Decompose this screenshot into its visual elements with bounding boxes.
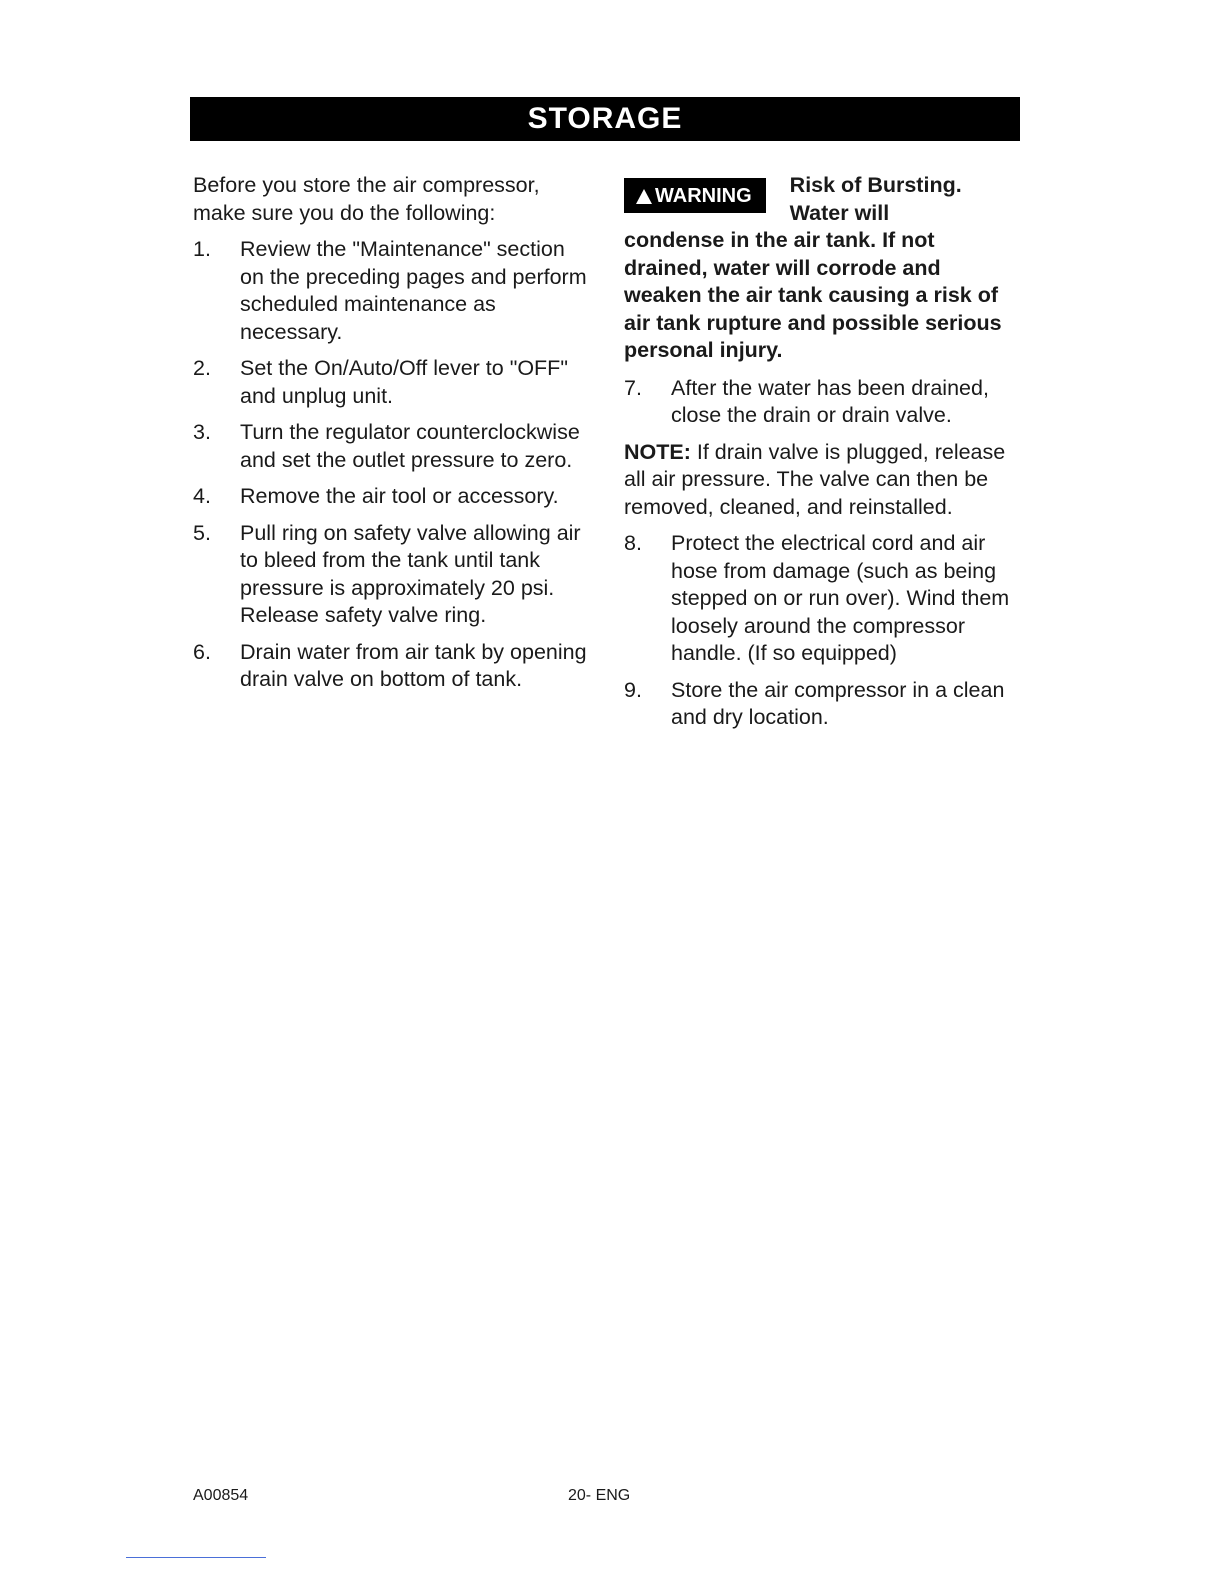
- document-code: A00854: [193, 1487, 249, 1504]
- list-item: [193, 483, 593, 511]
- step-number: 4.: [193, 484, 211, 508]
- list-item: [624, 530, 1016, 668]
- warning-triangle-icon: [636, 189, 652, 204]
- page-number: 20- ENG: [568, 1487, 631, 1504]
- step-number: 2.: [193, 356, 211, 380]
- section-title-banner: [190, 97, 1020, 141]
- warning-head: [624, 172, 1016, 227]
- step-number: 9.: [624, 677, 642, 702]
- bottom-rule: [126, 1557, 266, 1558]
- warning-head-text: Risk of Bursting. Water will: [789, 173, 962, 225]
- step-text: Set the On/Auto/Off lever to "OFF" and unplug unit.: [240, 356, 568, 408]
- step-text: Pull ring on safety valve allowing air to bleed from the tank until tank pressure is approximately 20 psi. Release safety valve ring.: [240, 520, 581, 627]
- note-text: If drain valve is plugged, release all air pressure. The valve can then be removed, cleaned, and reinstalled.: [624, 439, 1006, 519]
- list-item: [193, 419, 593, 474]
- step-text: Review the "Maintenance" section on the preceding pages and perform scheduled maintenance as necessary.: [240, 237, 587, 344]
- storage-steps-list-continued: [624, 375, 1016, 430]
- note-label: NOTE:: [624, 439, 691, 464]
- warning-badge: [624, 178, 766, 213]
- step-text: Store the air compressor in a clean and dry location.: [671, 677, 1005, 729]
- right-column: [624, 172, 1016, 741]
- storage-steps-list: [193, 236, 593, 694]
- warning-body-text: condense in the air tank. If not drained, water will corrode and weaken the air tank causing a risk of air tank rupture and possible serious personal injury.: [624, 228, 1002, 362]
- list-item: [193, 236, 593, 346]
- warning-block: [624, 172, 1016, 365]
- section-title: STORAGE: [527, 102, 683, 135]
- step-text: Drain water from air tank by opening drain valve on bottom of tank.: [240, 639, 587, 691]
- step-text: After the water has been drained, close the drain or drain valve.: [671, 375, 989, 427]
- step-text: Turn the regulator counterclockwise and set the outlet pressure to zero.: [240, 420, 580, 472]
- list-item: [193, 639, 593, 694]
- step-number: 1.: [193, 237, 211, 261]
- list-item: [624, 677, 1016, 732]
- storage-steps-list-final: [624, 530, 1016, 732]
- note-paragraph: [624, 439, 1016, 522]
- step-number: 3.: [193, 420, 211, 444]
- step-number: 6.: [193, 639, 211, 664]
- step-text: Protect the electrical cord and air hose from damage (such as being stepped on or run over). Wind them loosely around the compressor handle. (If so equipped): [671, 531, 1010, 665]
- step-text: Remove the air tool or accessory.: [240, 484, 559, 508]
- list-item: [193, 520, 593, 630]
- list-item: [624, 375, 1016, 430]
- intro-paragraph: Before you store the air compressor, make sure you do the following:: [193, 173, 540, 225]
- left-column: [193, 172, 593, 703]
- warning-badge-label: WARNING: [655, 185, 752, 207]
- step-number: 7.: [624, 375, 642, 400]
- step-number: 5.: [193, 520, 211, 545]
- list-item: [193, 355, 593, 410]
- step-number: 8.: [624, 531, 642, 555]
